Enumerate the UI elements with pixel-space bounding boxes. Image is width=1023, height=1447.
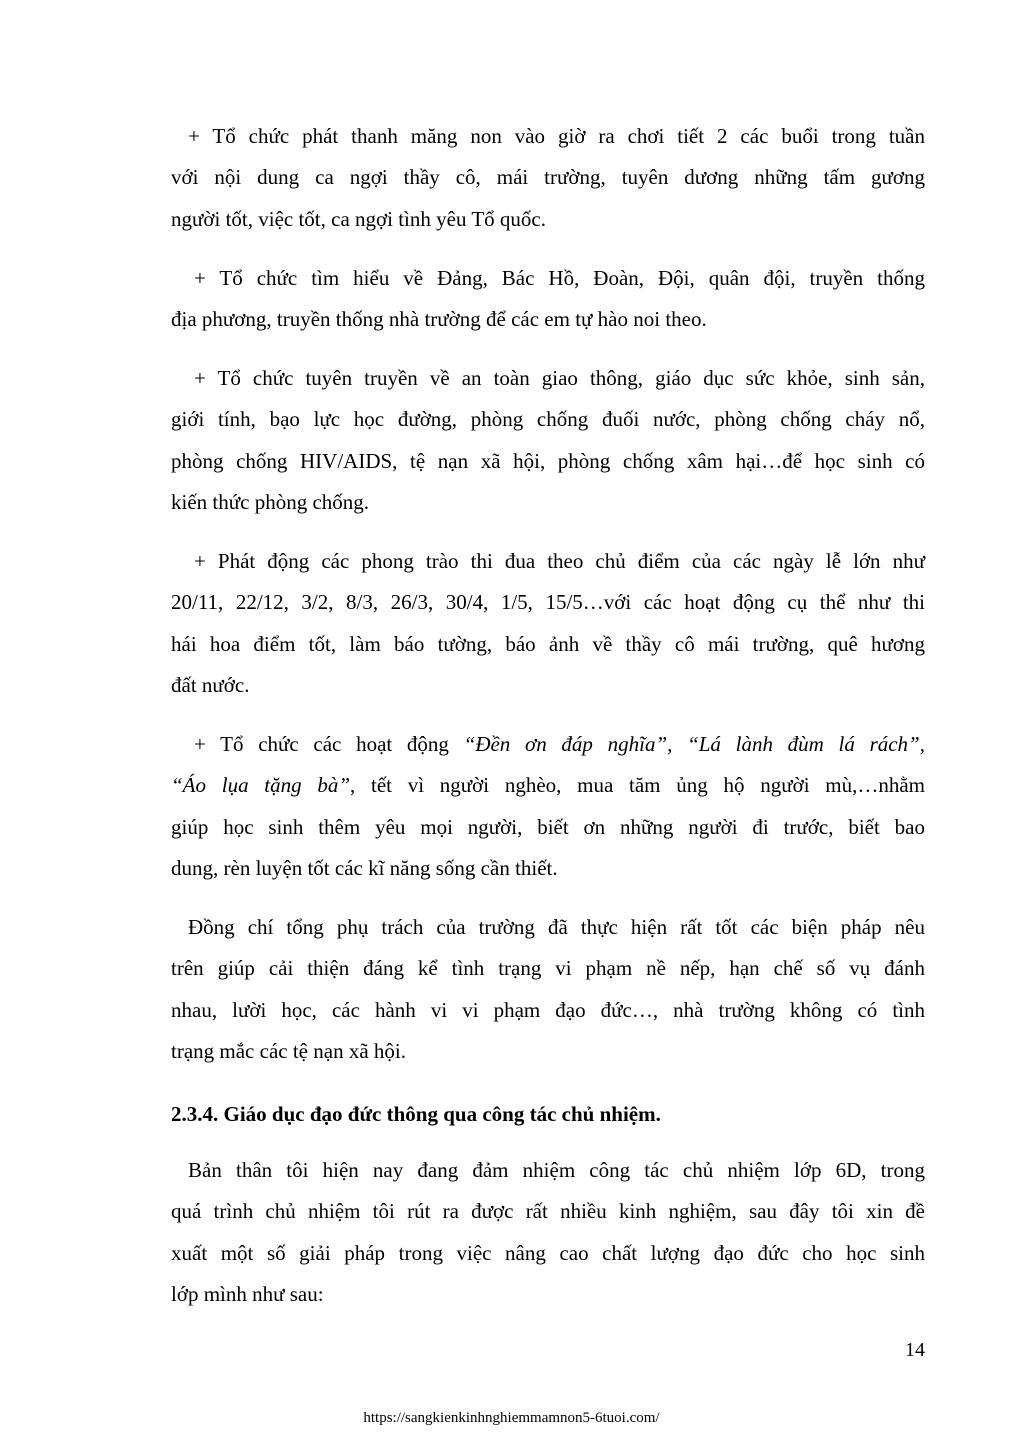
text-line: với nội dung ca ngợi thầy cô, mái trường, tuyên dương những tấm gương (171, 165, 925, 190)
text-line: xuất một số giải pháp trong việc nâng cao chất lượng đạo đức cho học sinh (171, 1240, 925, 1265)
text-line: hái hoa điểm tốt, làm báo tường, báo ảnh về thầy cô mái trường, quê hương (171, 631, 925, 656)
text-line: dung, rèn luyện tốt các kĩ năng sống cần thiết. (171, 855, 558, 880)
text-line: Bản thân tôi hiện nay đang đảm nhiệm công tác chủ nhiệm lớp 6D, trong (188, 1158, 925, 1182)
text-line: trên giúp cải thiện đáng kể tình trạng vi phạm nề nếp, hạn chế số vụ đánh (171, 956, 925, 981)
text-line: người tốt, việc tốt, ca ngợi tình yêu Tổ quốc. (171, 206, 546, 231)
italic-quote: “Áo lụa tặng bà” (171, 773, 351, 798)
text-line: phòng chống HIV/AIDS, tệ nạn xã hội, phòng chống xâm hại…để học sinh có (171, 448, 925, 473)
text-line: + Phát động các phong trào thi đua theo chủ điểm của các ngày lễ lớn như (194, 549, 925, 573)
paragraph-homeroom-experience (171, 1150, 925, 1315)
italic-quote: “Đền ơn đáp nghĩa”, “Lá lành đùm lá rách”, (463, 732, 925, 756)
text-line: giúp học sinh thêm yêu mọi người, biết ơn những người đi trước, biết bao (171, 814, 925, 839)
paragraph-general-in-charge (171, 907, 925, 1072)
text-line: đất nước. (171, 672, 250, 697)
text-line: + Tổ chức tuyên truyền về an toàn giao thông, giáo dục sức khỏe, sinh sản, (194, 366, 925, 390)
text-line: kiến thức phòng chống. (171, 489, 370, 514)
text-segment: , tết vì người nghèo, mua tăm ủng hộ người mù,…nhằm (350, 773, 925, 798)
text-line: Đồng chí tổng phụ trách của trường đã thực hiện rất tốt các biện pháp nêu (188, 915, 925, 939)
text-line: 20/11, 22/12, 3/2, 8/3, 26/3, 30/4, 1/5, 15/5…với các hoạt động cụ thể như thi (171, 590, 925, 615)
text-line: nhau, lười học, các hành vi vi phạm đạo đức…, nhà trường không có tình (171, 997, 925, 1022)
text-line: trạng mắc các tệ nạn xã hội. (171, 1038, 406, 1063)
section-heading: 2.3.4. Giáo dục đạo đức thông qua công tác chủ nhiệm. (171, 1102, 661, 1126)
text-line (171, 724, 925, 765)
paragraph-gratitude-activities (171, 724, 925, 889)
text-line (171, 765, 925, 806)
paragraph-propaganda (171, 358, 925, 523)
paragraph-learn-about-party (171, 258, 925, 341)
text-segment: + Tổ chức các hoạt động (194, 732, 464, 756)
text-line: địa phương, truyền thống nhà trường để các em tự hào noi theo. (171, 307, 707, 332)
text-line: + Tổ chức tìm hiểu về Đảng, Bác Hồ, Đoàn, Đội, quân đội, truyền thống (194, 266, 925, 290)
text-line: giới tính, bạo lực học đường, phòng chống đuối nước, phòng chống cháy nổ, (171, 407, 925, 432)
paragraph-emulation-movements (171, 541, 925, 706)
text-line: quá trình chủ nhiệm tôi rút ra được rất nhiều kinh nghiệm, sau đây tôi xin đề (171, 1199, 925, 1224)
page-number: 14 (905, 1339, 925, 1361)
footer-url[interactable]: https://sangkienkinhnghiemmamnon5-6tuoi.com/ (363, 1410, 660, 1426)
text-line: lớp mình như sau: (171, 1281, 324, 1306)
text-line: + Tổ chức phát thanh măng non vào giờ ra chơi tiết 2 các buổi trong tuần (188, 124, 925, 148)
paragraph-radio-broadcast (171, 116, 925, 240)
